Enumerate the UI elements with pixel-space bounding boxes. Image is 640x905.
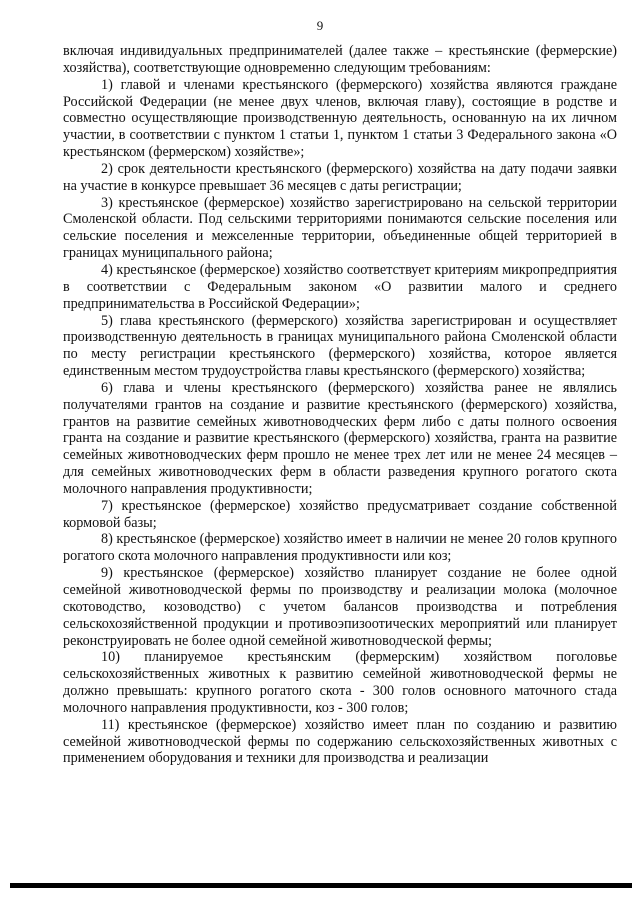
paragraph-item-10: 10) планируемое крестьянским (фермерским) хозяйством поголовье сельскохозяйственных животных к развитию семейной животноводческой фермы не должно превышать: крупного рогатого скота - 300 голов основного маточного стада молочного направления продуктивности, коз - 300 голов;: [63, 649, 617, 716]
paragraph-intro: включая индивидуальных предпринимателей (далее также – крестьянские (фермерские) хозяйства), соответствующие одновременно следующим требованиям:: [63, 43, 617, 76]
paragraph-item-6: 6) глава и члены крестьянского (фермерского) хозяйства ранее не являлись получателями грантов на создание и развитие крестьянского (фермерского) хозяйства, грантов на развитие семейных животноводческих ферм либо с даты полного освоения гранта на создание и развитие крестьянского (фермерского) хозяйства, гранта на развитие семейных животноводческих ферм прошло не менее трех лет или не менее 24 месяцев – для семейных животноводческих ферм в области разведения крупного рогатого скота молочного направления продуктивности;: [63, 379, 617, 497]
page-number: 9: [316, 18, 324, 33]
paragraph-item-5: 5) глава крестьянского (фермерского) хозяйства зарегистрирован и осуществляет производственную деятельность в границах муниципального района Смоленской области по месту регистрации крестьянского (фермерского) хозяйства, которое является единственным местом трудоустройства главы крестьянского (фермерского) хозяйства;: [63, 312, 617, 380]
bottom-scan-border: [10, 883, 632, 888]
paragraph-item-8: 8) крестьянское (фермерское) хозяйство имеет в наличии не менее 20 голов крупного рогатого скота молочного направления продуктивности или коз;: [63, 531, 617, 565]
paragraph-item-11: 11) крестьянское (фермерское) хозяйство имеет план по созданию и развитию семейной животноводческой фермы по содержанию сельскохозяйственных животных с применением оборудования и техники для производства и реализации: [63, 716, 617, 767]
paragraph-item-2: 2) срок деятельности крестьянского (фермерского) хозяйства на дату подачи заявки на участие в конкурсе превышает 36 месяцев с даты регистрации;: [63, 160, 617, 194]
document-body: [63, 43, 617, 767]
paragraph-item-4: 4) крестьянское (фермерское) хозяйство соответствует критериям микропредприятия в соответствии с Федеральным законом «О развитии малого и среднего предпринимательства в Российской Федерации»;: [63, 261, 617, 312]
paragraph-item-9: 9) крестьянское (фермерское) хозяйство планирует создание не более одной семейной животноводческой фермы по производству и реализации молока (молочное скотоводство, козоводство) с учетом балансов производства и потребления сельскохозяйственной продукции и противоэпизоотических мероприятий или планирует реконструировать не более одной семейной животноводческой фермы;: [63, 565, 617, 649]
paragraph-item-3: 3) крестьянское (фермерское) хозяйство зарегистрировано на сельской территории Смоленской области. Под сельскими территориями понимаются сельские поселения или сельские поселения и межселенные территории, объединенные общей территорией в границах муниципального района;: [63, 194, 617, 262]
paragraph-item-1: 1) главой и членами крестьянского (фермерского) хозяйства являются граждане Российской Федерации (не менее двух членов, включая главу), состоящие в родстве и совместно осуществляющие производственную деятельность, основанную на их личном участии, в соответствии с пунктом 1 статьи 1, пунктом 1 статьи 3 Федерального закона «О крестьянском (фермерском) хозяйстве»;: [63, 76, 617, 161]
paragraph-item-7: 7) крестьянское (фермерское) хозяйство предусматривает создание собственной кормовой базы;: [63, 497, 617, 531]
